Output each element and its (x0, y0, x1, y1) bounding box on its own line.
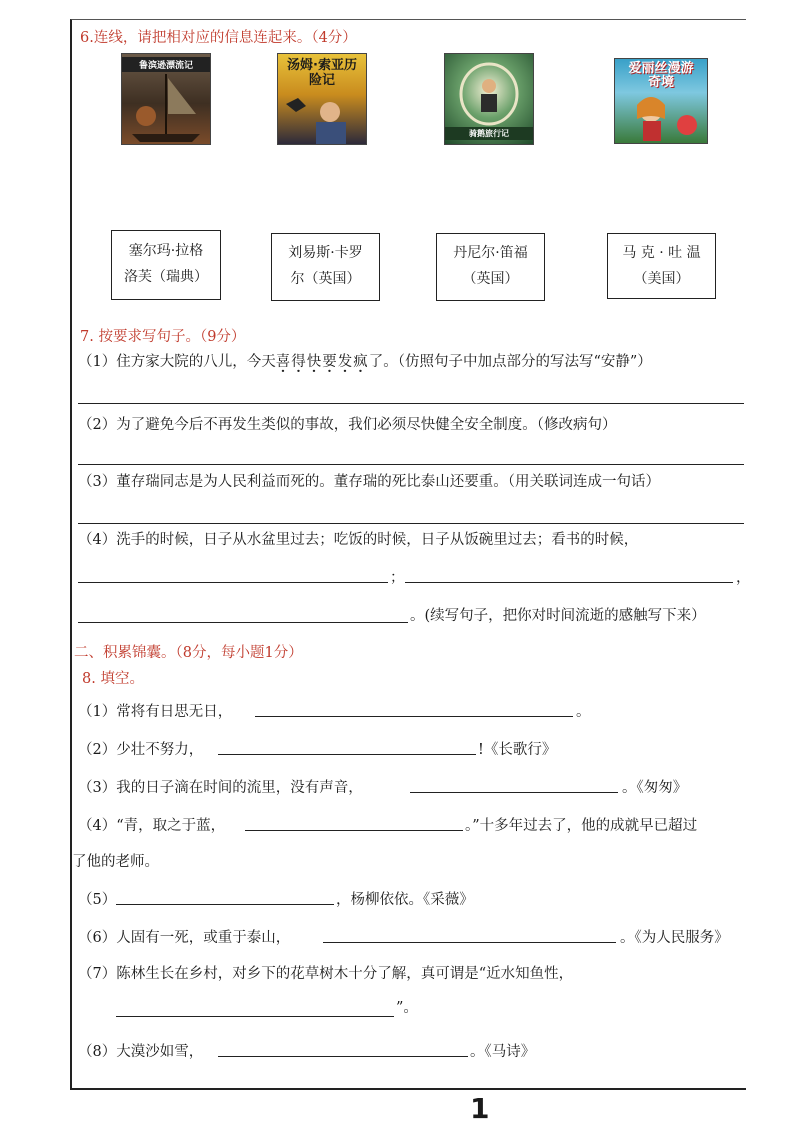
page-number: 1 (470, 1092, 490, 1125)
fill-item-8-end: 。《马诗》 (470, 1044, 536, 1060)
fill-item-4-continued: 了他的老师。 (72, 854, 159, 870)
fill-item-4-text: （4）“青，取之于蓝， (78, 818, 226, 834)
section2-title: 二、积累锦囊。（8分，每小题1分） (74, 645, 303, 661)
author-box-lagerlof: 塞尔玛·拉格 洛芙（瑞典） (111, 230, 221, 300)
author-box-defoe: 丹尼尔·笛福 （英国） (436, 233, 545, 301)
fill-item-4-end: 。”十多年过去了，他的成就早已超过 (465, 818, 698, 834)
fill-item-1-text: （1）常将有日思无日， (78, 704, 233, 720)
fill-item-2-end: !《长歌行》 (478, 742, 557, 758)
emphasis-char: 发 (337, 354, 354, 370)
book-cover-alice: 爱丽丝漫游奇境 (614, 58, 708, 144)
fill-blank-2[interactable] (218, 754, 476, 755)
fill-blank-8[interactable] (218, 1056, 468, 1057)
q7-sentence-4: （4）洗手的时候，日子从水盆里过去；吃饭的时候，日子从饭碗里过去；看书的时候， (78, 532, 639, 548)
boy-illustration (278, 54, 366, 144)
emphasis-char: 疯 (353, 354, 369, 370)
q6-title: 6.连线，请把相对应的信息连起来。（4分） (80, 30, 357, 46)
fill-blank-4[interactable] (245, 830, 463, 831)
author-box-carroll: 刘易斯·卡罗 尔（英国） (271, 233, 380, 301)
fill-blank-7[interactable] (116, 1016, 394, 1017)
answer-line-2[interactable] (78, 464, 744, 465)
emphasis-char: 快 (306, 354, 323, 370)
emphasis-char: 得 (291, 354, 307, 370)
fill-item-6-text: （6）人固有一死，或重于泰山， (78, 930, 291, 946)
q7-sentence-2: （2）为了避免今后不再发生类似的事故，我们必须尽快健全安全制度。（修改病句） (78, 417, 617, 433)
emphasis-char: 喜 (275, 354, 292, 370)
book-cover-nils: 骑鹅旅行记 (444, 53, 534, 145)
q7-sentence-1: （1）住方家大院的八儿，今天喜得快要发疯了。（仿照句子中加点部分的写法写“安静”） (78, 350, 652, 371)
fill-item-8-text: （8）大漠沙如雪， (78, 1044, 204, 1060)
q7-sentence-4-end: 。(续写句子，把你对时间流逝的感触写下来） (410, 608, 706, 624)
fill-item-5-text: （5） (78, 892, 117, 908)
book-cover-tom-sawyer: 汤姆·索亚历险记 (277, 53, 367, 145)
answer-line-4c[interactable] (78, 622, 408, 623)
comma: ， (736, 570, 751, 586)
alice-illustration (615, 59, 707, 143)
semicolon: ； (390, 570, 405, 586)
fill-item-5-end: ，杨柳依依。《采薇》 (336, 892, 474, 908)
fill-item-7-end: ”。 (396, 1000, 418, 1016)
emphasized-phrase (276, 354, 369, 370)
answer-line-4b[interactable] (405, 582, 733, 583)
ship-illustration (122, 54, 210, 144)
emphasis-char: 要 (322, 354, 338, 370)
fill-blank-1[interactable] (255, 716, 573, 717)
fill-item-3-text: （3）我的日子滴在时间的流里，没有声音， (78, 780, 363, 796)
q8-title: 8. 填空。 (82, 671, 144, 687)
fill-blank-6[interactable] (323, 942, 616, 943)
fill-item-6-end: 。《为人民服务》 (620, 930, 729, 946)
fill-blank-3[interactable] (410, 792, 618, 793)
answer-line-4a[interactable] (78, 582, 388, 583)
fill-item-2-text: （2）少壮不努力， (78, 742, 204, 758)
q7-title: 7. 按要求写句子。（9分） (80, 329, 246, 345)
book-cover-robinson: 鲁滨逊漂流记 (121, 53, 211, 145)
fill-item-1-end: 。 (576, 704, 591, 720)
q7-sentence-3: （3）董存瑞同志是为人民利益而死的。董存瑞的死比泰山还要重。（用关联词连成一句话） (78, 474, 660, 490)
fill-item-7-text: （7）陈林生长在乡村，对乡下的花草树木十分了解，真可谓是“近水知鱼性， (78, 966, 574, 982)
answer-line-3[interactable] (78, 523, 744, 524)
author-box-twain: 马 克 · 吐 温 （美国） (607, 233, 716, 299)
fill-item-3-end: 。《匆匆》 (622, 780, 688, 796)
answer-line-1[interactable] (78, 403, 744, 404)
fill-blank-5[interactable] (116, 904, 334, 905)
